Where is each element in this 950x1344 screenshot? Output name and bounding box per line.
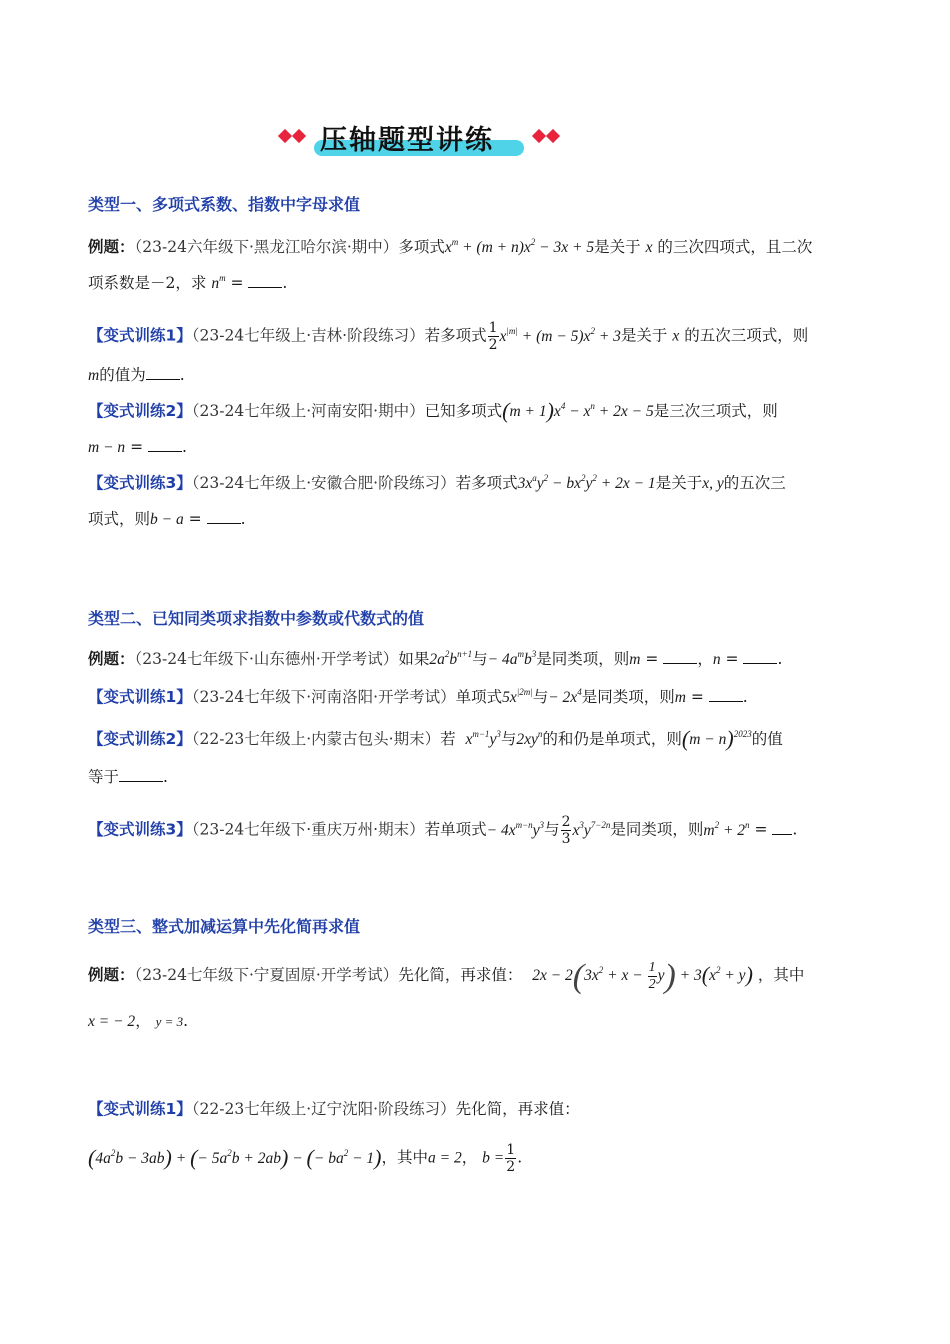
example-label: 例题： [88, 966, 135, 985]
formula: $x^3y^{7-2n}$ [572, 819, 611, 839]
text: 项式，则 [88, 510, 151, 528]
text: 先化简，再求值： [398, 966, 523, 985]
text: 单项式 [455, 688, 503, 706]
text: 的五次三 [723, 474, 786, 492]
text: 项系数是－2，求 [88, 274, 207, 292]
example-label: 例题： [88, 650, 135, 668]
source: （23-24七年级下·山东德州·开学考试） [134, 650, 399, 668]
section-heading: 类型三、整式加减运算中先化简再求值 [88, 917, 361, 936]
source: （23-24七年级上·河南安阳·期中） [191, 402, 425, 420]
formula: $3x^ay^2 - bx^2y^2 + 2x - 1$ [517, 473, 656, 492]
exercise-tag: 【变式训练3】 [88, 474, 192, 492]
variable: m [674, 689, 686, 706]
exercise-tag: 【变式训练2】 [88, 730, 192, 748]
formula: $5x^{|2m|}$ [502, 687, 533, 706]
variable: m [88, 367, 100, 384]
exercise-tag: 【变式训练1】 [88, 1100, 192, 1118]
text: 若 [440, 730, 456, 748]
exercise-tag: 【变式训练1】 [88, 688, 192, 706]
source: （23-24六年级下·黑龙江哈尔滨·期中） [134, 238, 399, 256]
answer-blank[interactable] [663, 649, 697, 664]
text: 是同类项，则 [581, 688, 675, 706]
exercise-line: 【变式训练1】（23-24七年级下·河南洛阳·开学考试）单项式$5x^{|2m|}$与− $2x^4$是同类项，则m = . [88, 687, 748, 706]
exercise-line: 【变式训练3】（23-24七年级下·重庆万州·期末）若单项式− $4x^{m-n}y^3$与 $\frac{2}{3}$ $x^3y^{7-2n}$是同类项，则$m^2 + 2^n$ = . [88, 814, 798, 847]
answer-blank[interactable] [207, 509, 241, 524]
source: （22-23七年级上·辽宁沈阳·阶段练习） [191, 1100, 456, 1118]
formula: x = − 2 [88, 1013, 136, 1030]
formula: $2a^2b^{n+1}$ [429, 649, 473, 668]
exercise-tag: 【变式训练3】 [88, 820, 192, 839]
answer-blank[interactable] [743, 649, 777, 664]
text: 与 [544, 820, 560, 839]
text: ，其中 [381, 1148, 429, 1167]
section-heading: 类型二、已知同类项求指数中参数或代数式的值 [88, 609, 425, 628]
exercise-line [88, 400, 778, 423]
answer-blank[interactable] [248, 273, 282, 288]
example-line [88, 236, 812, 259]
formula: $m^2 + 2^n$ [703, 819, 750, 839]
variable: m [629, 651, 641, 668]
diamond-icon [546, 129, 560, 143]
formula: $x^{m-1}y^3$ [465, 729, 501, 748]
answer-blank[interactable] [772, 820, 792, 835]
formula: a = 2 [428, 1149, 462, 1167]
source: （23-24七年级上·安徽合肥·阶段练习） [191, 474, 456, 492]
text: 的值 [751, 730, 783, 748]
text: 已知多项式 [424, 402, 503, 420]
example-line [88, 958, 805, 996]
exercise-line [88, 1098, 580, 1120]
formula: $(m + 1)x^4 - x^n + 2x - 5$ [502, 398, 654, 423]
fraction: $\frac{2}{3}$ [561, 814, 571, 847]
formula: $n^m$ [211, 273, 226, 292]
example-line: 例题：（23-24七年级下·山东德州·开学考试）如果$2a^2b^{n+1}$与− $4a^mb^3$是同类项，则m = ，n = . [88, 649, 783, 668]
variable: x, y [702, 475, 724, 492]
diamond-icon [278, 129, 292, 143]
banner-title: 压轴题型讲练 [320, 125, 494, 156]
example-label: 例题： [88, 238, 135, 256]
formula: − $4x^{m-n}y^3$ [486, 819, 545, 839]
text: 如果 [398, 650, 430, 668]
text: 是关于 [594, 238, 641, 256]
exercise-line [88, 472, 786, 495]
source: （22-23七年级上·内蒙古包头·期末） [191, 730, 441, 748]
variable: x [672, 327, 680, 345]
source: （23-24七年级下·河南洛阳·开学考试） [191, 688, 456, 706]
source: （23-24七年级上·吉林·阶段练习） [191, 326, 425, 345]
text: 是三次三项式，则 [653, 402, 778, 420]
exercise-tag: 【变式训练2】 [88, 402, 192, 420]
fraction: $\frac{1}{2}$ [506, 1142, 516, 1175]
exercise-line [88, 320, 808, 353]
source: （23-24七年级下·重庆万州·期末） [191, 820, 425, 839]
formula: $2x - 2(3x^2 + x$ − $\frac{1}{2}$ $y) + 3(x^2 + y)$ [532, 958, 753, 996]
text: 若多项式 [455, 474, 518, 492]
exercise-line-2: 等于 . [88, 768, 168, 786]
text: 的三次四项式，且二次 [657, 238, 813, 256]
text: 的五次三项式，则 [684, 326, 809, 345]
diamond-icon [532, 129, 546, 143]
example-line-2: x = − 2， y = 3. [88, 1012, 189, 1030]
formula: b − a [150, 511, 184, 528]
text: 若多项式 [424, 326, 487, 345]
exercise-line-2: m − n = . [88, 438, 187, 456]
exercise-line [88, 728, 783, 751]
formula: y = 3 [155, 1014, 184, 1029]
example-line-2: 项系数是－2，求 $n^m$ = . [88, 273, 288, 292]
formula: − $2x^4$ [548, 687, 582, 706]
exercise-tag: 【变式训练1】 [88, 326, 192, 345]
formula: $x^m + (m + n)x^2 - 3x + 5$ [444, 237, 595, 256]
formula: $(m - n)^{2023}$ [681, 726, 752, 751]
text: 与 [472, 650, 488, 668]
exercise-line-2: m的值为 . [88, 366, 185, 384]
answer-blank[interactable] [119, 767, 163, 782]
answer-blank[interactable] [709, 687, 743, 702]
fraction: $\frac{1}{2}$ [488, 320, 498, 353]
text: 与 [532, 688, 549, 706]
formula: $x^{|m|} + (m - 5)x^2 + 3$ [499, 325, 621, 345]
diamond-icon [292, 129, 306, 143]
formula: b = [482, 1149, 505, 1167]
formula: m − n [88, 439, 126, 456]
banner [276, 116, 566, 162]
exercise-line-2: $(4a^2b - 3ab)$ + (− $5a^2b + 2ab$) − (− $ba^2 - 1$)，其中a = 2， b = $\frac{1}{2}$ . [88, 1142, 523, 1175]
variable: n [712, 651, 721, 668]
text: ，其中 [757, 966, 805, 985]
answer-blank[interactable] [148, 437, 182, 452]
formula: $2xy^n$ [516, 729, 543, 748]
text: 先化简，再求值： [455, 1100, 580, 1118]
formula: − $4a^mb^3$ [487, 649, 537, 668]
text: 与 [500, 730, 517, 748]
section-heading: 类型一、多项式系数、指数中字母求值 [88, 195, 361, 214]
text: 是关于 [620, 326, 668, 345]
formula: $(4a^2b - 3ab)$ + (− $5a^2b + 2ab$) − (− $ba^2 - 1$) [88, 1144, 382, 1170]
source: （23-24七年级下·宁夏固原·开学考试） [134, 966, 399, 985]
text: 是关于 [655, 474, 703, 492]
text: 若单项式 [424, 820, 487, 839]
answer-blank[interactable] [146, 365, 180, 380]
exercise-line-2: 项式，则b − a = . [88, 510, 246, 528]
text: 的值为 [99, 366, 146, 384]
text: 多项式 [398, 238, 445, 256]
text: 是同类项，则 [536, 650, 630, 668]
text: 的和仍是单项式，则 [542, 730, 682, 748]
text: 等于 [88, 768, 120, 786]
variable: x [645, 239, 653, 256]
text: 是同类项，则 [610, 820, 704, 839]
